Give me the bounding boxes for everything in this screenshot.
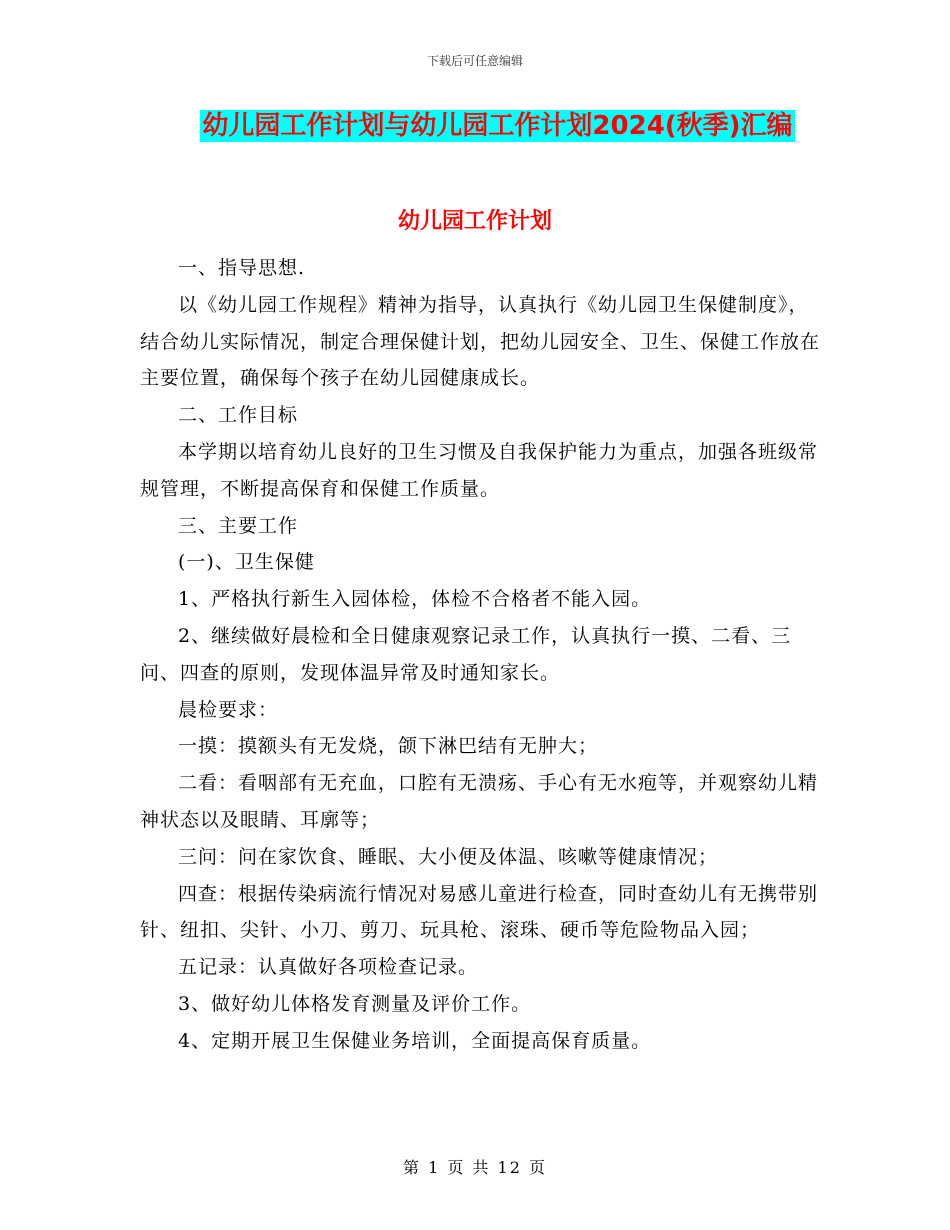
paragraph: 二看：看咽部有无充血，口腔有无溃疡、手心有无水疱等，并观察幼儿精神状态以及眼睛、耳廓等； — [140, 772, 819, 831]
document-body — [140, 250, 820, 1060]
paragraph: 1、严格执行新生入园体检，体检不合格者不能入园。 — [178, 588, 652, 611]
paragraph: (一)、卫生保健 — [178, 551, 315, 574]
document-title-text: 幼儿园工作计划与幼儿园工作计划2024(秋季)汇编 — [202, 111, 793, 141]
section-title: 幼儿园工作计划 — [397, 209, 552, 234]
paragraph: 三问：问在家饮食、睡眠、大小便及体温、咳嗽等健康情况； — [178, 845, 719, 868]
paragraph: 二、工作目标 — [178, 404, 299, 427]
paragraph: 以《幼儿园工作规程》精神为指导，认真执行《幼儿园卫生保健制度》，结合幼儿实际情况，制定合理保健计划，把幼儿园安全、卫生、保健工作放在主要位置，确保每个孩子在幼儿园健康成长。 — [140, 293, 821, 390]
page-header-note: 下载后可任意编辑 — [426, 54, 523, 68]
paragraph: 一摸：摸额头有无发烧，颌下淋巴结有无肿大； — [178, 735, 599, 758]
paragraph: 3、做好幼儿体格发育测量及评价工作。 — [178, 992, 532, 1015]
paragraph: 五记录：认真做好各项检查记录。 — [178, 956, 479, 979]
document-title — [0, 110, 950, 142]
paragraph: 4、定期开展卫生保健业务培训，全面提高保育质量。 — [178, 1029, 652, 1052]
paragraph: 本学期以培育幼儿良好的卫生习惯及自我保护能力为重点，加强各班级常规管理，不断提高保育和保健工作质量。 — [140, 440, 819, 500]
paragraph: 三、主要工作 — [178, 514, 299, 537]
paragraph: 一、指导思想. — [178, 257, 306, 279]
paragraph: 2、继续做好晨检和全日健康观察记录工作，认真执行一摸、二看、三问、四查的原则，发现体温异常及时通知家长。 — [140, 624, 792, 684]
page-footer-number: 第 1 页 共 12 页 — [403, 1158, 547, 1177]
paragraph: 四查：根据传染病流行情况对易感儿童进行检查，同时查幼儿有无携带别针、纽扣、尖针、小刀、剪刀、玩具枪、滚珠、硬币等危险物品入园； — [140, 882, 819, 942]
paragraph: 晨检要求： — [178, 698, 279, 721]
